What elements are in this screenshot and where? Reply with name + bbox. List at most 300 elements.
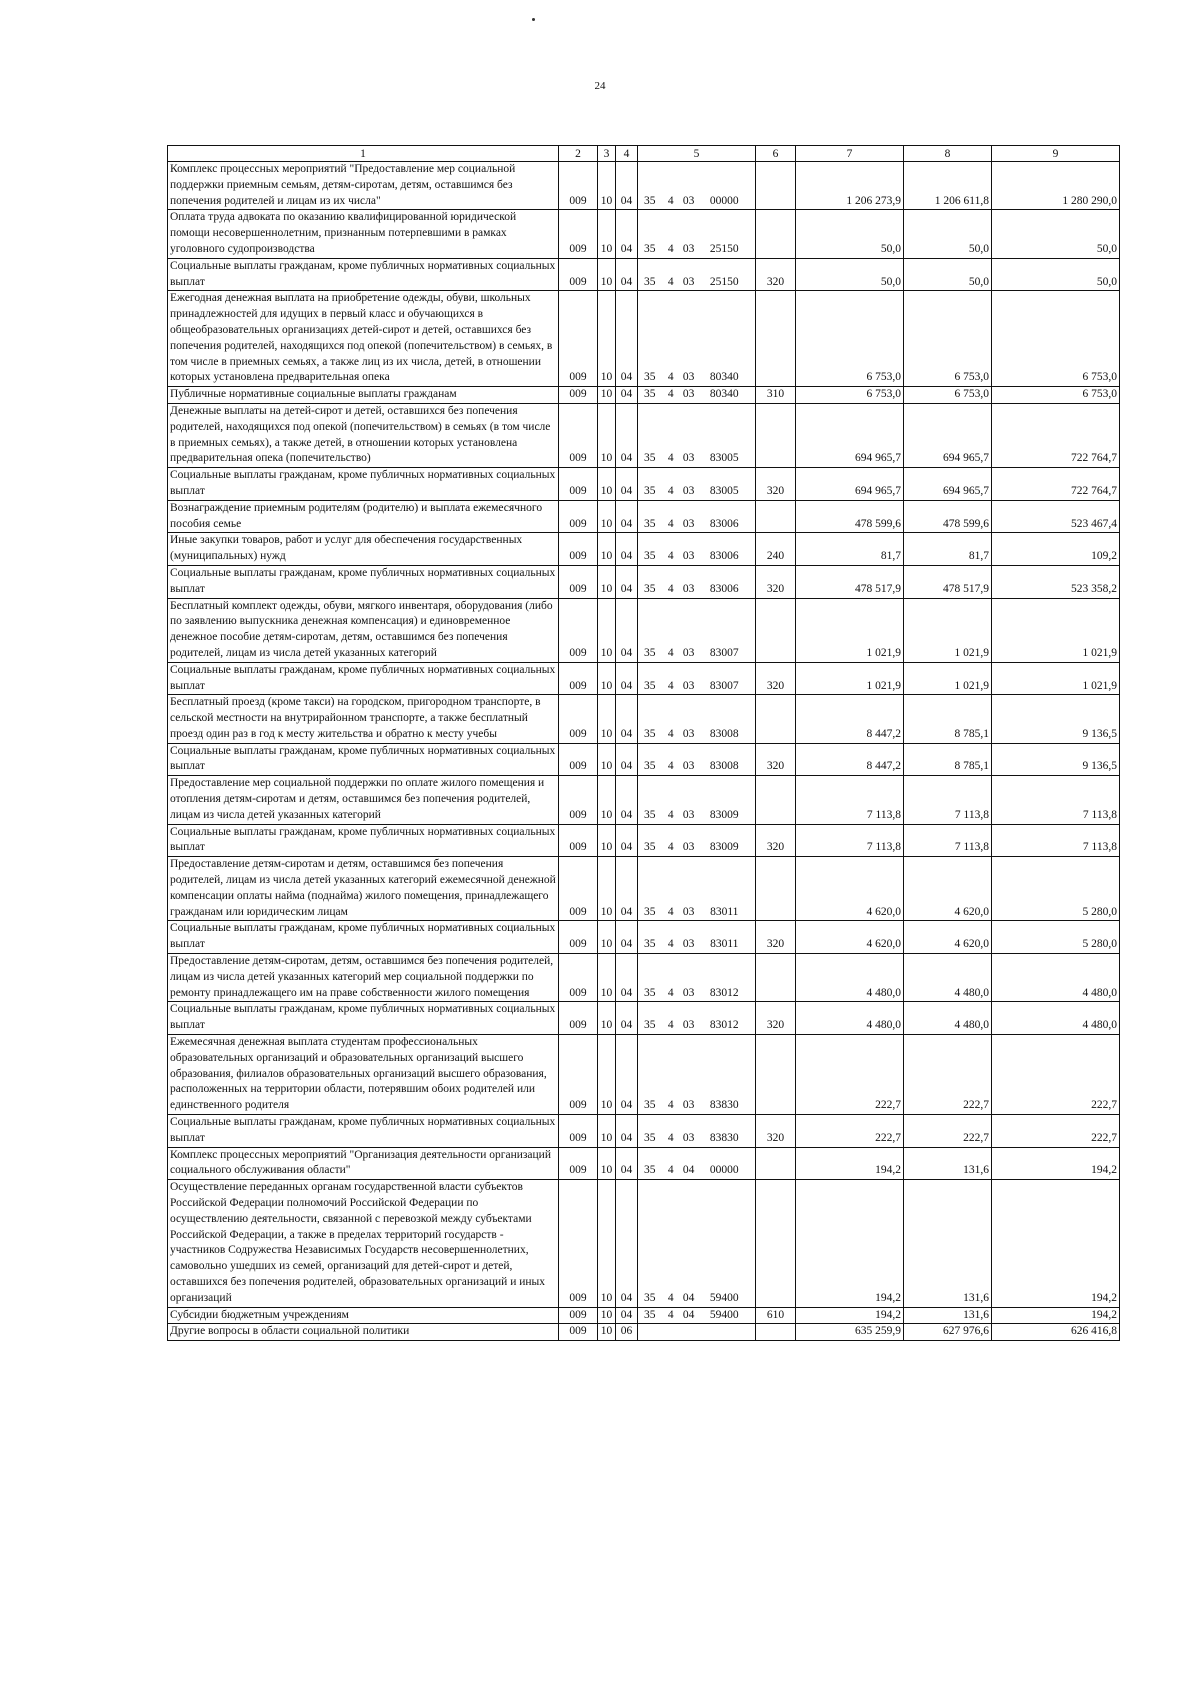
amount-year-3: 5 280,0	[992, 857, 1120, 921]
ministry-code: 009	[559, 1035, 598, 1115]
section-code: 10	[598, 1002, 616, 1035]
complex-code: 03	[682, 1019, 695, 1032]
type-code: 4	[667, 646, 674, 659]
subsection-code: 04	[616, 824, 638, 857]
type-code: 4	[667, 388, 674, 401]
table-row	[168, 468, 1120, 501]
ministry-code: 009	[559, 403, 598, 467]
expense-type-code	[756, 210, 796, 258]
amount-year-1: 694 965,7	[796, 403, 904, 467]
target-article-code	[638, 1324, 756, 1341]
section-code: 10	[598, 500, 616, 533]
ministry-code: 009	[559, 662, 598, 695]
expense-type-code	[756, 403, 796, 467]
section-code: 10	[598, 1324, 616, 1341]
subsection-code: 04	[616, 1147, 638, 1180]
type-code: 4	[667, 1291, 674, 1304]
amount-year-1: 478 599,6	[796, 500, 904, 533]
amount-year-2: 131,6	[904, 1147, 992, 1180]
direction-code: 83006	[709, 517, 739, 530]
target-article-code	[638, 258, 756, 291]
table-row	[168, 500, 1120, 533]
ministry-code: 009	[559, 500, 598, 533]
target-article-code	[638, 1035, 756, 1115]
type-code: 4	[667, 1308, 674, 1321]
subsection-code: 04	[616, 598, 638, 662]
target-article-code	[638, 565, 756, 598]
amount-year-1: 4 480,0	[796, 954, 904, 1002]
target-article-code	[638, 162, 756, 210]
table-row	[168, 921, 1120, 954]
expense-type-code: 320	[756, 743, 796, 776]
direction-code: 25150	[709, 275, 739, 288]
amount-year-1: 50,0	[796, 258, 904, 291]
subsection-code: 04	[616, 1035, 638, 1115]
type-code: 4	[667, 582, 674, 595]
amount-year-2: 694 965,7	[904, 403, 992, 467]
amount-year-3: 722 764,7	[992, 403, 1120, 467]
section-code: 10	[598, 1035, 616, 1115]
row-name: Оплата труда адвоката по оказанию квалифицированной юридической помощи несовершеннолетним, признанным потерпевшими в рамках уголовного судопроизводства	[168, 210, 559, 258]
target-article-code	[638, 1307, 756, 1324]
target-article-code	[638, 403, 756, 467]
row-name: Денежные выплаты на детей-сирот и детей, оставшихся без попечения родителей, находящихся под опекой (попечительством) в семьях (в том числе в приемных семьях), а также детей, в отношении которых установлена предварительная опека (попечительство)	[168, 403, 559, 467]
expense-type-code	[756, 162, 796, 210]
complex-code: 04	[682, 1164, 695, 1177]
amount-year-3: 1 021,9	[992, 598, 1120, 662]
amount-year-2: 131,6	[904, 1180, 992, 1307]
amount-year-1: 7 113,8	[796, 824, 904, 857]
table-row	[168, 533, 1120, 566]
section-code: 10	[598, 743, 616, 776]
subsection-code: 04	[616, 921, 638, 954]
target-article-code	[638, 291, 756, 387]
amount-year-1: 8 447,2	[796, 695, 904, 743]
type-code: 4	[667, 194, 674, 207]
program-code: 35	[644, 484, 656, 497]
row-name: Предоставление детям-сиротам, детям, оставшимся без попечения родителей, лицам из числа детей указанных категорий мер социальной поддержки по ремонту принадлежащего им на праве собственности жилого помещения	[168, 954, 559, 1002]
amount-year-2: 8 785,1	[904, 743, 992, 776]
amount-year-2: 7 113,8	[904, 776, 992, 824]
subsection-code: 04	[616, 954, 638, 1002]
amount-year-2: 1 206 611,8	[904, 162, 992, 210]
subsection-code: 04	[616, 468, 638, 501]
table-row	[168, 662, 1120, 695]
subsection-code: 04	[616, 403, 638, 467]
row-name: Предоставление детям-сиротам и детям, оставшимся без попечения родителей, лицам из числа детей указанных категорий ежемесячной денежной компенсации оплаты найма (поднайма) жилого помещения, принадлежащего гражданам или юридическим лицам	[168, 857, 559, 921]
ministry-code: 009	[559, 162, 598, 210]
row-name: Социальные выплаты гражданам, кроме публичных нормативных социальных выплат	[168, 824, 559, 857]
direction-code: 83008	[709, 727, 739, 740]
ministry-code: 009	[559, 954, 598, 1002]
amount-year-3: 50,0	[992, 258, 1120, 291]
expense-type-code	[756, 1180, 796, 1307]
section-code: 10	[598, 403, 616, 467]
program-code: 35	[644, 371, 656, 384]
program-code: 35	[644, 986, 656, 999]
direction-code: 83830	[709, 1131, 739, 1144]
amount-year-3: 523 467,4	[992, 500, 1120, 533]
type-code: 4	[667, 760, 674, 773]
ministry-code: 009	[559, 598, 598, 662]
amount-year-2: 694 965,7	[904, 468, 992, 501]
table-row	[168, 1035, 1120, 1115]
direction-code: 00000	[709, 1164, 739, 1177]
column-header-6: 6	[756, 146, 796, 162]
amount-year-3: 6 753,0	[992, 291, 1120, 387]
direction-code: 83830	[709, 1099, 739, 1112]
type-code: 4	[667, 1019, 674, 1032]
row-name: Социальные выплаты гражданам, кроме публичных нормативных социальных выплат	[168, 1002, 559, 1035]
subsection-code: 04	[616, 210, 638, 258]
expense-type-code: 310	[756, 387, 796, 404]
amount-year-1: 50,0	[796, 210, 904, 258]
ministry-code: 009	[559, 565, 598, 598]
target-article-code	[638, 695, 756, 743]
amount-year-3: 7 113,8	[992, 824, 1120, 857]
amount-year-3: 6 753,0	[992, 387, 1120, 404]
amount-year-2: 7 113,8	[904, 824, 992, 857]
program-code: 35	[644, 1099, 656, 1112]
section-code: 10	[598, 921, 616, 954]
header-row	[168, 146, 1120, 162]
expense-type-code	[756, 1147, 796, 1180]
direction-code: 83005	[709, 452, 739, 465]
table-row	[168, 857, 1120, 921]
direction-code: 83007	[709, 679, 739, 692]
program-code: 35	[644, 452, 656, 465]
program-code: 35	[644, 1308, 656, 1321]
table-row	[168, 954, 1120, 1002]
program-code: 35	[644, 1019, 656, 1032]
amount-year-2: 1 021,9	[904, 662, 992, 695]
type-code: 4	[667, 938, 674, 951]
direction-code: 83005	[709, 484, 739, 497]
amount-year-2: 478 517,9	[904, 565, 992, 598]
program-code: 35	[644, 242, 656, 255]
amount-year-2: 222,7	[904, 1115, 992, 1148]
ministry-code: 009	[559, 533, 598, 566]
subsection-code: 06	[616, 1324, 638, 1341]
complex-code: 03	[682, 582, 695, 595]
amount-year-1: 8 447,2	[796, 743, 904, 776]
row-name: Другие вопросы в области социальной политики	[168, 1324, 559, 1341]
row-name: Бесплатный проезд (кроме такси) на городском, пригородном транспорте, в сельской местности на внутрирайонном транспорте, а также бесплатный проезд один раз в год к месту жительства и обратно к месту учебы	[168, 695, 559, 743]
table-row	[168, 291, 1120, 387]
ministry-code: 009	[559, 743, 598, 776]
table-row	[168, 743, 1120, 776]
row-name: Публичные нормативные социальные выплаты гражданам	[168, 387, 559, 404]
type-code: 4	[667, 841, 674, 854]
program-code: 35	[644, 679, 656, 692]
program-code: 35	[644, 841, 656, 854]
direction-code: 00000	[709, 194, 739, 207]
complex-code: 03	[682, 905, 695, 918]
type-code: 4	[667, 727, 674, 740]
row-name: Ежегодная денежная выплата на приобретение одежды, обуви, школьных принадлежностей для идущих в первый класс и обучающихся в общеобразовательных организациях детей-сирот и детей, оставшихся без попечения родителей, находящихся под опекой (попечительством) в семьях, в том числе в приемных семьях, а также лиц из их числа, детей, в отношении которых установлена предварительная опека	[168, 291, 559, 387]
complex-code: 03	[682, 841, 695, 854]
amount-year-1: 4 480,0	[796, 1002, 904, 1035]
section-code: 10	[598, 291, 616, 387]
table-row	[168, 598, 1120, 662]
expense-type-code: 320	[756, 921, 796, 954]
amount-year-2: 50,0	[904, 210, 992, 258]
target-article-code	[638, 387, 756, 404]
expense-type-code	[756, 291, 796, 387]
ministry-code: 009	[559, 387, 598, 404]
target-article-code	[638, 662, 756, 695]
target-article-code	[638, 954, 756, 1002]
section-code: 10	[598, 565, 616, 598]
program-code: 35	[644, 517, 656, 530]
expense-type-code: 320	[756, 565, 796, 598]
scan-speck	[532, 18, 535, 21]
subsection-code: 04	[616, 258, 638, 291]
amount-year-3: 5 280,0	[992, 921, 1120, 954]
complex-code: 03	[682, 808, 695, 821]
amount-year-1: 4 620,0	[796, 857, 904, 921]
expense-type-code: 240	[756, 533, 796, 566]
complex-code: 03	[682, 484, 695, 497]
expense-type-code: 610	[756, 1307, 796, 1324]
table-row	[168, 258, 1120, 291]
complex-code: 03	[682, 1131, 695, 1144]
program-code: 35	[644, 905, 656, 918]
section-code: 10	[598, 1147, 616, 1180]
table-row	[168, 565, 1120, 598]
ministry-code: 009	[559, 1180, 598, 1307]
complex-code: 03	[682, 646, 695, 659]
target-article-code	[638, 533, 756, 566]
type-code: 4	[667, 275, 674, 288]
ministry-code: 009	[559, 857, 598, 921]
subsection-code: 04	[616, 387, 638, 404]
program-code: 35	[644, 1131, 656, 1144]
subsection-code: 04	[616, 743, 638, 776]
amount-year-3: 626 416,8	[992, 1324, 1120, 1341]
direction-code: 80340	[709, 371, 739, 384]
row-name: Субсидии бюджетным учреждениям	[168, 1307, 559, 1324]
complex-code: 03	[682, 550, 695, 563]
expense-type-code: 320	[756, 468, 796, 501]
amount-year-2: 81,7	[904, 533, 992, 566]
table-row	[168, 776, 1120, 824]
amount-year-3: 4 480,0	[992, 954, 1120, 1002]
target-article-code	[638, 1115, 756, 1148]
table-row	[168, 162, 1120, 210]
row-name: Бесплатный комплект одежды, обуви, мягкого инвентаря, оборудования (либо по заявлению выпускника денежная компенсация) и единовременное денежное пособие детям-сиротам, детям, оставшимся без попечения родителей, лицам из числа детей указанных категорий	[168, 598, 559, 662]
ministry-code: 009	[559, 1002, 598, 1035]
amount-year-3: 50,0	[992, 210, 1120, 258]
amount-year-3: 222,7	[992, 1035, 1120, 1115]
amount-year-1: 1 206 273,9	[796, 162, 904, 210]
subsection-code: 04	[616, 776, 638, 824]
amount-year-2: 4 480,0	[904, 1002, 992, 1035]
ministry-code: 009	[559, 695, 598, 743]
table-row	[168, 1002, 1120, 1035]
ministry-code: 009	[559, 1115, 598, 1148]
type-code: 4	[667, 1099, 674, 1112]
complex-code: 03	[682, 452, 695, 465]
page-number: 24	[594, 80, 606, 92]
amount-year-3: 1 021,9	[992, 662, 1120, 695]
amount-year-3: 194,2	[992, 1307, 1120, 1324]
amount-year-3: 109,2	[992, 533, 1120, 566]
amount-year-1: 1 021,9	[796, 662, 904, 695]
amount-year-3: 9 136,5	[992, 743, 1120, 776]
type-code: 4	[667, 986, 674, 999]
section-code: 10	[598, 695, 616, 743]
budget-table	[167, 145, 1120, 1341]
amount-year-3: 1 280 290,0	[992, 162, 1120, 210]
ministry-code: 009	[559, 776, 598, 824]
amount-year-2: 627 976,6	[904, 1324, 992, 1341]
complex-code: 03	[682, 938, 695, 951]
type-code: 4	[667, 1131, 674, 1144]
ministry-code: 009	[559, 824, 598, 857]
column-header-7: 7	[796, 146, 904, 162]
direction-code: 25150	[709, 242, 739, 255]
complex-code: 03	[682, 1099, 695, 1112]
amount-year-1: 1 021,9	[796, 598, 904, 662]
complex-code: 03	[682, 242, 695, 255]
type-code: 4	[667, 905, 674, 918]
row-name: Социальные выплаты гражданам, кроме публичных нормативных социальных выплат	[168, 565, 559, 598]
expense-type-code	[756, 954, 796, 1002]
table-row	[168, 387, 1120, 404]
target-article-code	[638, 857, 756, 921]
target-article-code	[638, 1002, 756, 1035]
expense-type-code	[756, 695, 796, 743]
row-name: Социальные выплаты гражданам, кроме публичных нормативных социальных выплат	[168, 258, 559, 291]
direction-code: 83006	[709, 550, 739, 563]
amount-year-2: 6 753,0	[904, 387, 992, 404]
type-code: 4	[667, 550, 674, 563]
row-name: Предоставление мер социальной поддержки по оплате жилого помещения и отопления детям-сиротам и детям, оставшимся без попечения родителей, лицам из числа детей указанных категорий	[168, 776, 559, 824]
column-header-5: 5	[638, 146, 756, 162]
subsection-code: 04	[616, 1115, 638, 1148]
row-name: Комплекс процессных мероприятий "Организация деятельности организаций социального обслуживания области"	[168, 1147, 559, 1180]
amount-year-1: 478 517,9	[796, 565, 904, 598]
amount-year-1: 7 113,8	[796, 776, 904, 824]
expense-type-code: 320	[756, 1002, 796, 1035]
section-code: 10	[598, 1180, 616, 1307]
amount-year-2: 222,7	[904, 1035, 992, 1115]
amount-year-1: 194,2	[796, 1307, 904, 1324]
amount-year-1: 222,7	[796, 1115, 904, 1148]
direction-code: 83007	[709, 646, 739, 659]
amount-year-1: 194,2	[796, 1147, 904, 1180]
direction-code: 83011	[710, 905, 739, 918]
table-row	[168, 1324, 1120, 1341]
ministry-code: 009	[559, 1324, 598, 1341]
program-code: 35	[644, 760, 656, 773]
direction-code: 83008	[709, 760, 739, 773]
amount-year-3: 194,2	[992, 1180, 1120, 1307]
row-name: Социальные выплаты гражданам, кроме публичных нормативных социальных выплат	[168, 662, 559, 695]
amount-year-1: 4 620,0	[796, 921, 904, 954]
row-name: Социальные выплаты гражданам, кроме публичных нормативных социальных выплат	[168, 468, 559, 501]
program-code: 35	[644, 727, 656, 740]
complex-code: 03	[682, 371, 695, 384]
amount-year-3: 7 113,8	[992, 776, 1120, 824]
section-code: 10	[598, 662, 616, 695]
row-name: Социальные выплаты гражданам, кроме публичных нормативных социальных выплат	[168, 921, 559, 954]
program-code: 35	[644, 646, 656, 659]
row-name: Вознаграждение приемным родителям (родителю) и выплата ежемесячного пособия семье	[168, 500, 559, 533]
program-code: 35	[644, 388, 656, 401]
expense-type-code: 320	[756, 1115, 796, 1148]
expense-type-code	[756, 1035, 796, 1115]
subsection-code: 04	[616, 695, 638, 743]
subsection-code: 04	[616, 1307, 638, 1324]
subsection-code: 04	[616, 662, 638, 695]
direction-code: 80340	[709, 388, 739, 401]
section-code: 10	[598, 258, 616, 291]
subsection-code: 04	[616, 533, 638, 566]
complex-code: 04	[682, 1308, 695, 1321]
type-code: 4	[667, 452, 674, 465]
complex-code: 03	[682, 388, 695, 401]
amount-year-1: 81,7	[796, 533, 904, 566]
direction-code: 83009	[709, 841, 739, 854]
row-name: Ежемесячная денежная выплата студентам профессиональных образовательных организаций и образовательных организаций высшего образования, филиалов образовательных организаций высшего образования, расположенных на территории области, потерявшим обоих родителей или единственного родителя	[168, 1035, 559, 1115]
ministry-code: 009	[559, 291, 598, 387]
subsection-code: 04	[616, 1180, 638, 1307]
amount-year-1: 194,2	[796, 1180, 904, 1307]
section-code: 10	[598, 1115, 616, 1148]
expense-type-code	[756, 776, 796, 824]
ministry-code: 009	[559, 468, 598, 501]
row-name: Социальные выплаты гражданам, кроме публичных нормативных социальных выплат	[168, 1115, 559, 1148]
table-row	[168, 1115, 1120, 1148]
type-code: 4	[667, 371, 674, 384]
expense-type-code	[756, 857, 796, 921]
type-code: 4	[667, 1164, 674, 1177]
section-code: 10	[598, 776, 616, 824]
column-header-8: 8	[904, 146, 992, 162]
complex-code: 03	[682, 679, 695, 692]
amount-year-2: 1 021,9	[904, 598, 992, 662]
amount-year-2: 4 620,0	[904, 857, 992, 921]
column-header-9: 9	[992, 146, 1120, 162]
direction-code: 83011	[710, 938, 739, 951]
expense-type-code: 320	[756, 824, 796, 857]
amount-year-3: 194,2	[992, 1147, 1120, 1180]
amount-year-3: 4 480,0	[992, 1002, 1120, 1035]
column-header-2: 2	[559, 146, 598, 162]
row-name: Осуществление переданных органам государственной власти субъектов Российской Федерации полномочий Российской Федерации по осуществлению деятельности, связанной с перевозкой между субъектами Российской Федерации, а также в пределах территорий государств - участников Содружества Независимых Государств несовершеннолетних, самовольно ушедших из семей, организаций для детей-сирот и детей, оставшихся без попечения родителей, образовательных организаций и иных организаций	[168, 1180, 559, 1307]
target-article-code	[638, 598, 756, 662]
type-code: 4	[667, 517, 674, 530]
amount-year-1: 694 965,7	[796, 468, 904, 501]
table-row	[168, 695, 1120, 743]
amount-year-1: 222,7	[796, 1035, 904, 1115]
amount-year-1: 6 753,0	[796, 387, 904, 404]
section-code: 10	[598, 533, 616, 566]
target-article-code	[638, 921, 756, 954]
table-row	[168, 403, 1120, 467]
complex-code: 03	[682, 986, 695, 999]
section-code: 10	[598, 824, 616, 857]
expense-type-code: 320	[756, 662, 796, 695]
direction-code: 59400	[709, 1291, 739, 1304]
expense-type-code: 320	[756, 258, 796, 291]
section-code: 10	[598, 1307, 616, 1324]
ministry-code: 009	[559, 921, 598, 954]
section-code: 10	[598, 954, 616, 1002]
direction-code: 83006	[709, 582, 739, 595]
